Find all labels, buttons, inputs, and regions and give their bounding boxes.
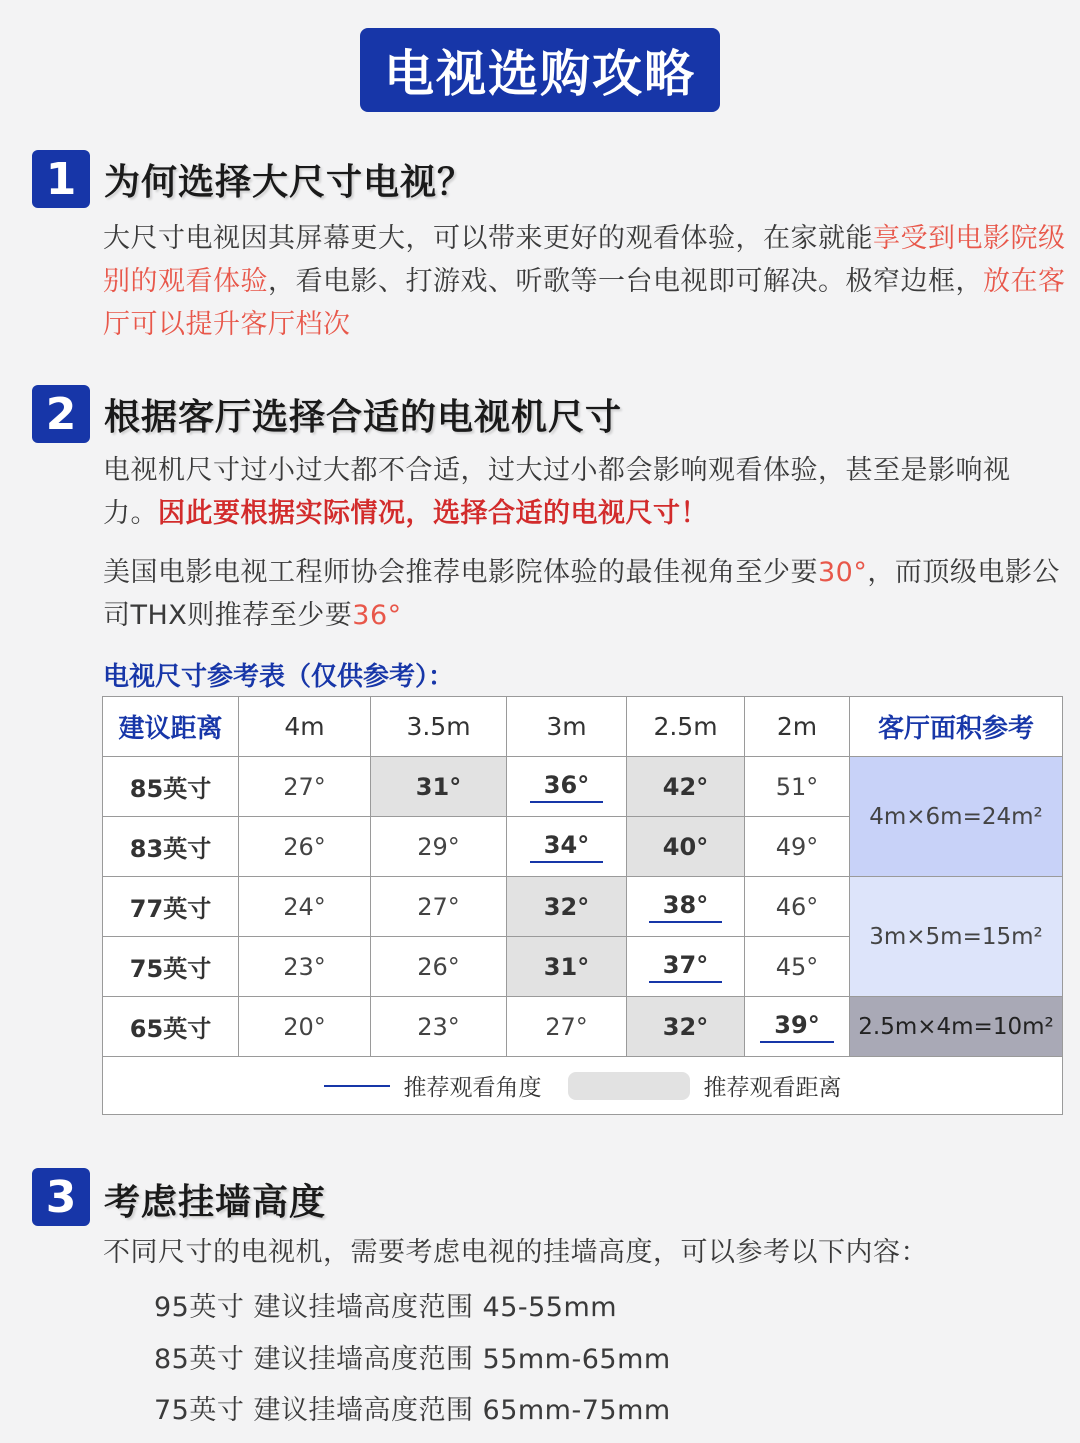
table-cell: 20° bbox=[239, 997, 371, 1057]
section-number-3: 3 bbox=[32, 1168, 90, 1226]
cell-value: 34° bbox=[530, 831, 603, 863]
header-area: 客厅面积参考 bbox=[850, 697, 1063, 757]
table-cell: 49° bbox=[745, 817, 850, 877]
row-size: 83英寸 bbox=[103, 817, 239, 877]
section-title-3: 考虑挂墙高度 bbox=[104, 1182, 327, 1223]
table-cell: 46° bbox=[745, 877, 850, 937]
table-cell bbox=[507, 817, 627, 877]
area-24: 4m×6m=24m² bbox=[850, 757, 1063, 877]
header-distance: 建议距离 bbox=[103, 697, 239, 757]
header-2-5m: 2.5m bbox=[627, 697, 745, 757]
section1-highlight-a: 享受到电影院级别的观看体验 bbox=[103, 223, 1066, 297]
table-cell bbox=[745, 997, 850, 1057]
section2-text-b: 美国电影电视工程师协会推荐电影院体验的最佳视角至少要 bbox=[103, 557, 818, 588]
row-size: 85英寸 bbox=[103, 757, 239, 817]
row-size: 65英寸 bbox=[103, 997, 239, 1057]
cell-value: 39° bbox=[760, 1011, 833, 1043]
table-cell: 27° bbox=[239, 757, 371, 817]
table-cell: 31° bbox=[371, 757, 507, 817]
header-4m: 4m bbox=[239, 697, 371, 757]
table-caption: 电视尺寸参考表（仅供参考）： bbox=[103, 662, 455, 692]
section1-highlight-b: 放在客厅可以提升客厅档次 bbox=[103, 266, 1066, 340]
cell-value: 37° bbox=[649, 951, 722, 983]
legend-row bbox=[103, 1057, 1063, 1115]
tv-size-reference-table bbox=[102, 696, 1063, 1115]
table-cell: 40° bbox=[627, 817, 745, 877]
table-cell bbox=[627, 877, 745, 937]
section-title-2: 根据客厅选择合适的电视机尺寸 bbox=[104, 397, 623, 438]
section-title-1: 为何选择大尺寸电视？ bbox=[104, 162, 475, 203]
angle-30: 30° bbox=[818, 557, 868, 588]
legend-content bbox=[103, 1069, 1062, 1102]
angle-36: 36° bbox=[352, 600, 402, 631]
table-cell: 23° bbox=[239, 937, 371, 997]
legend-line-swatch bbox=[324, 1085, 390, 1087]
table-cell: 26° bbox=[239, 817, 371, 877]
cell-value: 38° bbox=[649, 891, 722, 923]
table-cell: 32° bbox=[507, 877, 627, 937]
header-3m: 3m bbox=[507, 697, 627, 757]
section1-text-a: 大尺寸电视因其屏幕更大，可以带来更好的观看体验，在家就能 bbox=[103, 223, 873, 254]
section2-text-a: 电视机尺寸过小过大都不合适，过大过小都会影响观看体验，甚至是影响视力。 bbox=[103, 455, 1011, 529]
mount-height-95: 95英寸 建议挂墙高度范围 45-55mm bbox=[154, 1292, 618, 1323]
header-3-5m: 3.5m bbox=[371, 697, 507, 757]
section2-highlight: 因此要根据实际情况，选择合适的电视尺寸！ bbox=[158, 498, 708, 529]
table-cell: 29° bbox=[371, 817, 507, 877]
table-cell bbox=[627, 937, 745, 997]
section1-text-b: ，看电影、打游戏、听歌等一台电视即可解决。极窄边框， bbox=[268, 266, 983, 297]
row-size: 75英寸 bbox=[103, 937, 239, 997]
section2-text-c: ，而顶级电影公司THX则推荐至少要 bbox=[103, 557, 1060, 631]
legend-distance-label: 推荐观看距离 bbox=[703, 1075, 842, 1101]
section-number-1: 1 bbox=[32, 150, 90, 208]
legend bbox=[103, 1057, 1063, 1115]
mount-height-75: 75英寸 建议挂墙高度范围 65mm-75mm bbox=[154, 1395, 671, 1426]
legend-angle-label: 推荐观看角度 bbox=[403, 1075, 542, 1101]
table-cell bbox=[507, 757, 627, 817]
table-cell: 24° bbox=[239, 877, 371, 937]
table-row bbox=[103, 997, 1063, 1057]
table-cell: 26° bbox=[371, 937, 507, 997]
row-size: 77英寸 bbox=[103, 877, 239, 937]
section2-paragraph-2 bbox=[103, 551, 1063, 637]
table-row bbox=[103, 757, 1063, 817]
page-title: 电视选购攻略 bbox=[360, 28, 720, 112]
table-cell: 45° bbox=[745, 937, 850, 997]
legend-gray-swatch bbox=[568, 1072, 690, 1100]
table-cell: 31° bbox=[507, 937, 627, 997]
table-row bbox=[103, 877, 1063, 937]
section1-paragraph bbox=[103, 217, 1078, 346]
mount-height-85: 85英寸 建议挂墙高度范围 55mm-65mm bbox=[154, 1344, 671, 1375]
section3-intro: 不同尺寸的电视机，需要考虑电视的挂墙高度，可以参考以下内容： bbox=[103, 1237, 928, 1268]
section2-paragraph-1 bbox=[103, 449, 1058, 535]
table-cell: 51° bbox=[745, 757, 850, 817]
table-cell: 27° bbox=[371, 877, 507, 937]
area-15: 3m×5m=15m² bbox=[850, 877, 1063, 997]
table-cell: 27° bbox=[507, 997, 627, 1057]
table-header-row bbox=[103, 697, 1063, 757]
table-cell: 32° bbox=[627, 997, 745, 1057]
header-2m: 2m bbox=[745, 697, 850, 757]
table-cell: 42° bbox=[627, 757, 745, 817]
cell-value: 36° bbox=[530, 771, 603, 803]
area-10: 2.5m×4m=10m² bbox=[850, 997, 1063, 1057]
table-cell: 23° bbox=[371, 997, 507, 1057]
section-number-2: 2 bbox=[32, 385, 90, 443]
